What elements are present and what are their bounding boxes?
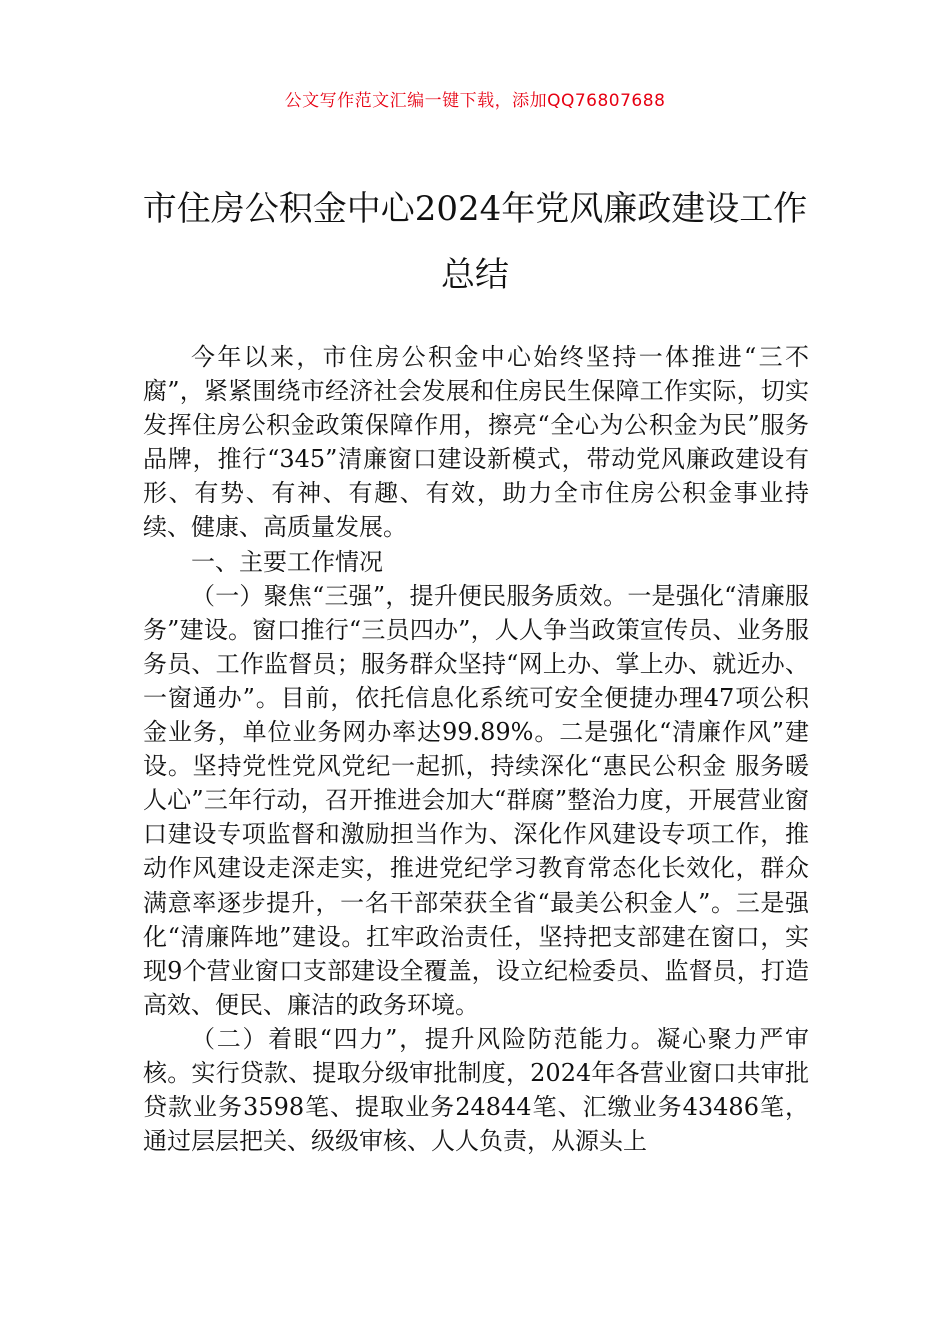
download-banner[interactable]: 公文写作范文汇编一键下载，添加QQ76807688 xyxy=(284,91,666,111)
body-paragraph: （一）聚焦“三强”，提升便民服务质效。一是强化“清廉服务”建设。窗口推行“三员四办”，人人争当政策宣传员、业务服务员、工作监督员；服务群众坚持“网上办、掌上办、就近办、一窗通办”。目前，依托信息化系统可安全便捷办理47项公积金业务，单位业务网办率达99.89%。二是强化“清廉作风”建设。坚持党性党风党纪一起抓，持续深化“惠民公积金 服务暖人心”三年行动，召开推进会加大“群腐”整治力度，开展营业窗口建设专项监督和激励担当作为、深化作风建设专项工作，推动作风建设走深走实，推进党纪学习教育常态化长效化，群众满意率逐步提升，一名干部荣获全省“最美公积金人”。三是强化“清廉阵地”建设。扛牢政治责任，坚持把支部建在窗口，实现9个营业窗口支部建设全覆盖，设立纪检委员、监督员，打造高效、便民、廉洁的政务环境。 xyxy=(143,581,809,1019)
document-body xyxy=(143,340,809,1158)
body-paragraph: （二）着眼“四力”，提升风险防范能力。凝心聚力严审核。实行贷款、提取分级审批制度，2024年各营业窗口共审批贷款业务3598笔、提取业务24844笔、汇缴业务43486笔，通过层层把关、级级审核、人人负责，从源头上 xyxy=(143,1024,809,1156)
section-heading: 一、主要工作情况 xyxy=(191,547,383,576)
intro-paragraph: 今年以来，市住房公积金中心始终坚持一体推进“三不腐”，紧紧围绕市经济社会发展和住房民生保障工作实际，切实发挥住房公积金政策保障作用，擦亮“全心为公积金为民”服务品牌，推行“345”清廉窗口建设新模式，带动党风廉政建设有形、有势、有神、有趣、有效，助力全市住房公积金事业持续、健康、高质量发展。 xyxy=(143,343,809,542)
document-title: 市住房公积金中心2024年党风廉政建设工作总结 xyxy=(142,189,808,295)
